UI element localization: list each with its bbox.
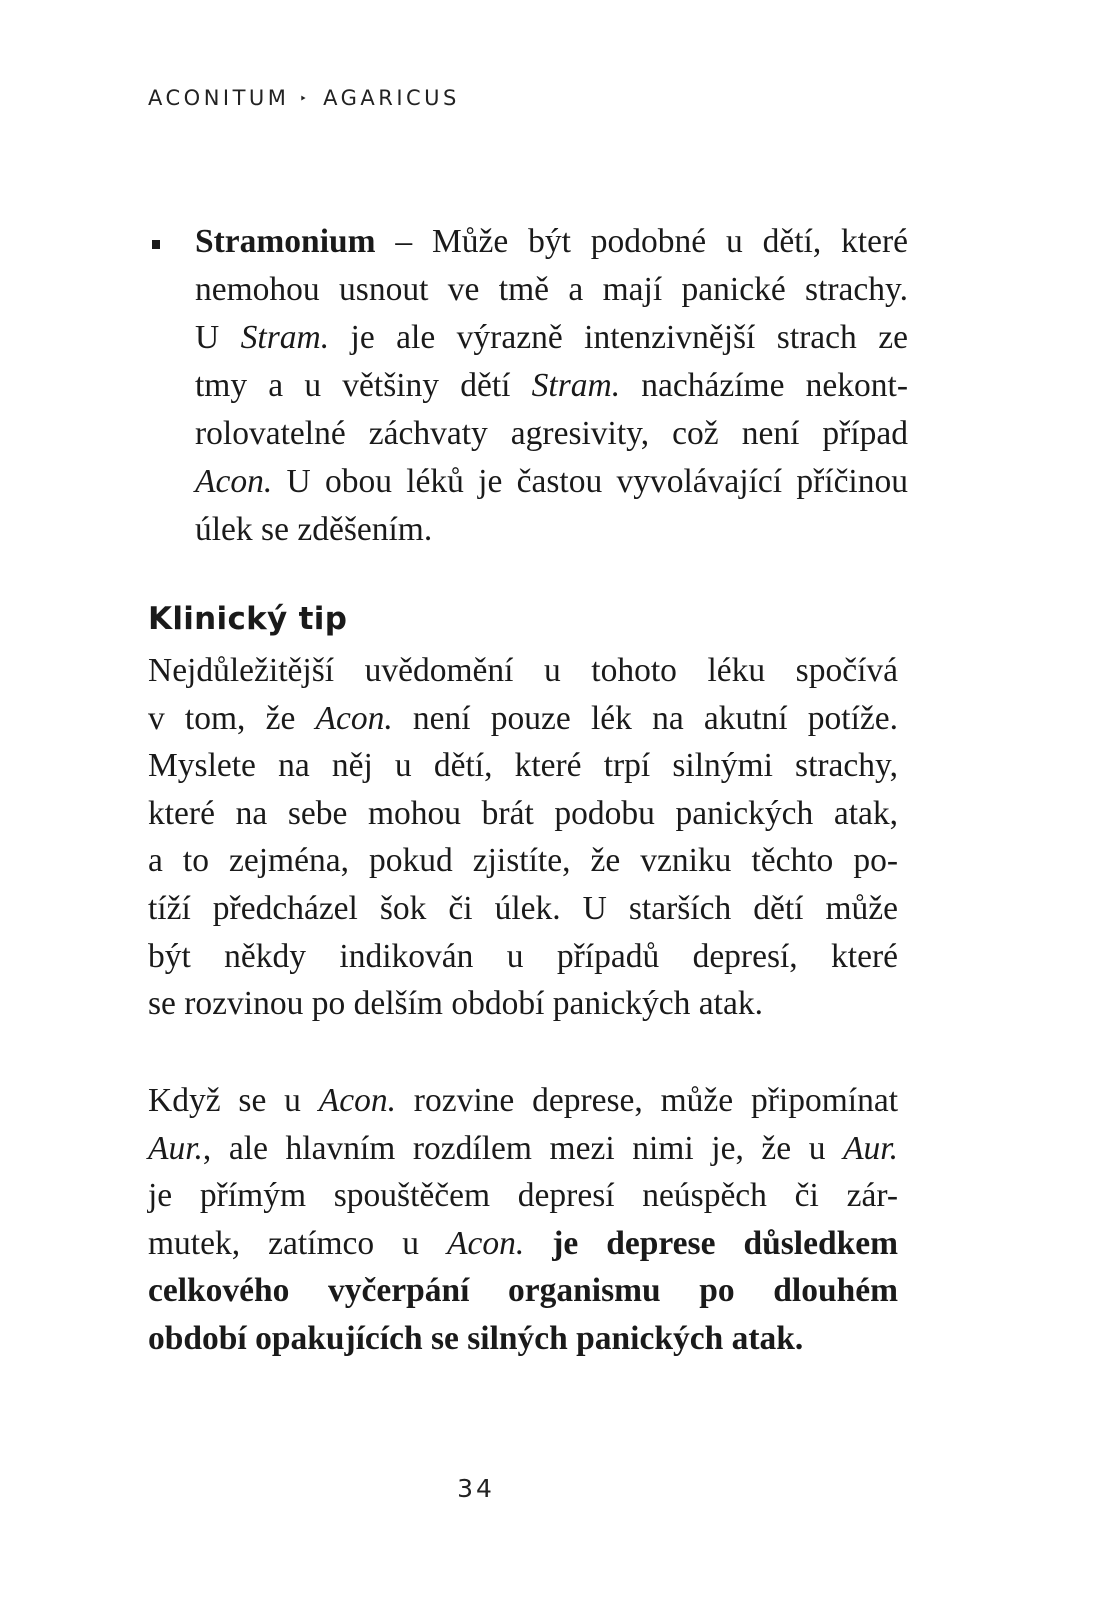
running-head-left: ACONITUM [148, 86, 290, 110]
text-run: rolovatelné záchvaty agresivity, což není případ [195, 415, 908, 452]
text-run: a to zejména, pokud zjistíte, že vzniku těchto po- [148, 842, 898, 880]
text-run: v tom, že [148, 699, 316, 737]
italic-text: Aur. [843, 1129, 898, 1167]
text-run: Nejdůležitější uvědomění u tohoto léku spočívá [148, 652, 898, 689]
text-line [148, 1125, 898, 1173]
text-line [148, 1220, 898, 1268]
text-line [148, 1267, 898, 1315]
text-run: mutek, zatímco u [148, 1224, 447, 1262]
text-run: U obou léků je častou vyvolávající příčinou [272, 463, 908, 500]
text-run: U [195, 319, 241, 356]
bold-text: celkového vyčerpání organismu po dlouhém [148, 1272, 898, 1310]
text-run: nacházíme nekont- [620, 367, 908, 404]
text-line [148, 1315, 898, 1363]
text-line [148, 837, 898, 885]
text-line [195, 410, 908, 458]
text-run: Myslete na něj u dětí, které trpí silnými strachy, [148, 747, 898, 785]
italic-text: Stram. [240, 319, 330, 356]
text-run: rozvine deprese, může připomínat [395, 1082, 899, 1119]
running-head-right: AGARICUS [323, 86, 460, 110]
page-number: 34 [457, 1474, 495, 1503]
text-run: nemohou usnout ve tmě a mají panické strachy. [195, 271, 908, 308]
text-line [148, 1077, 898, 1125]
text-run: úlek se zděšením. [195, 511, 433, 548]
text-run [524, 1225, 552, 1262]
italic-text: Acon. [315, 699, 393, 737]
text-line [148, 885, 898, 933]
running-head [148, 86, 460, 110]
bold-text: období opakujících se silných panických atak. [148, 1319, 804, 1357]
bullet-item-stramonium [148, 218, 908, 554]
triangle-separator-icon: ‣ [299, 92, 308, 107]
bold-text: Stramonium [195, 223, 376, 260]
text-run: – Může být podobné u dětí, které [375, 223, 908, 260]
bold-text: je deprese důsledkem [552, 1224, 898, 1262]
text-line [195, 218, 908, 266]
text-run: tmy a u většiny dětí [195, 367, 532, 404]
paragraph-depression [148, 1077, 898, 1363]
section-heading: Klinický tip [148, 601, 348, 637]
text-line [195, 362, 908, 410]
text-run: být někdy indikován u případů depresí, které [148, 937, 898, 975]
italic-text: Acon. [195, 463, 273, 500]
text-run: je ale výrazně intenzivnější strach ze [329, 319, 908, 356]
italic-text: Acon. [318, 1082, 396, 1119]
italic-text: Acon. [446, 1224, 525, 1262]
text-run: které na sebe mohou brát podobu panických atak, [148, 794, 898, 832]
text-line [195, 314, 908, 362]
text-line [148, 933, 898, 981]
text-line [148, 790, 898, 838]
paragraph-clinical-tip [148, 647, 898, 1028]
text-line [148, 647, 898, 695]
text-line [148, 742, 898, 790]
text-run: tíží předcházel šok či úlek. U starších dětí může [148, 889, 898, 927]
text-run: není pouze lék na akutní potíže. [392, 699, 899, 737]
text-line [148, 980, 898, 1028]
text-line [148, 695, 898, 743]
italic-text: Aur. [148, 1129, 203, 1167]
text-line [195, 266, 908, 314]
text-run: se rozvinou po delším období panických atak. [148, 985, 763, 1023]
text-run: je přímým spouštěčem depresí neúspěch či zár- [148, 1177, 898, 1215]
text-line [195, 458, 908, 506]
text-run: Když se u [148, 1082, 319, 1119]
bullet-text [195, 218, 908, 554]
text-line [195, 506, 908, 554]
text-line [148, 1172, 898, 1220]
square-bullet-icon [152, 240, 160, 249]
italic-text: Stram. [531, 367, 621, 404]
text-run: , ale hlavním rozdílem mezi nimi je, že u [202, 1129, 844, 1167]
